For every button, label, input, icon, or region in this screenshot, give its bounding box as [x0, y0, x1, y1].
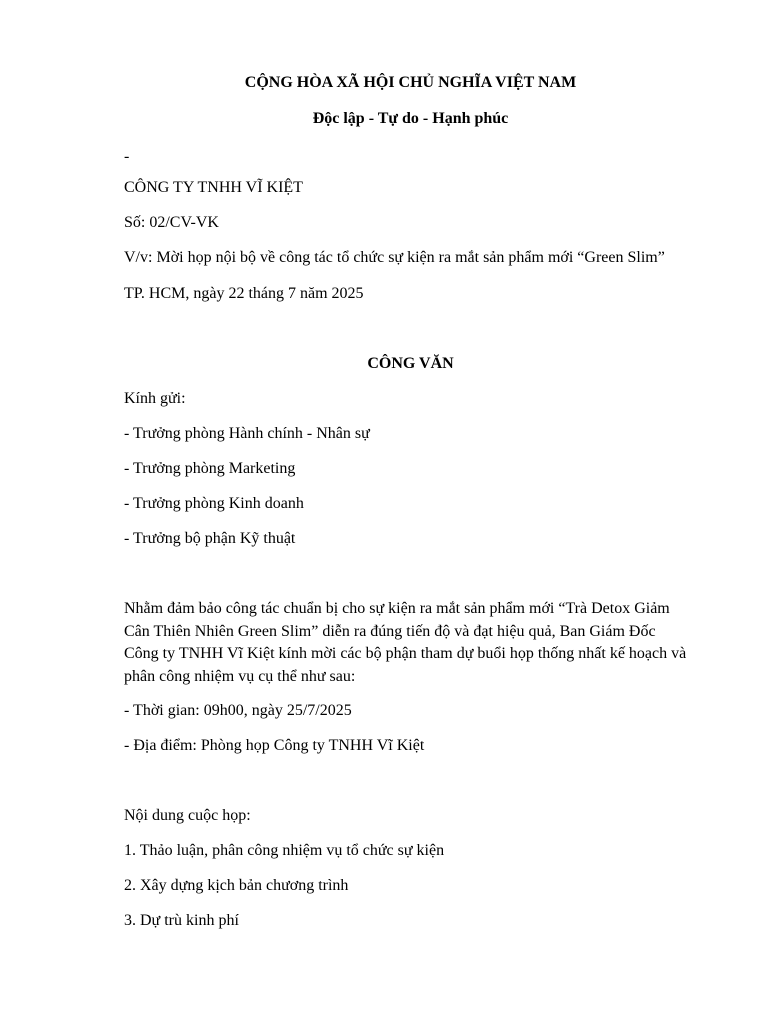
meeting-location: - Địa điểm: Phòng họp Công ty TNHH Vĩ Kiệt — [124, 737, 425, 754]
document-subject: V/v: Mời họp nội bộ về công tác tổ chức sự kiện ra mắt sản phẩm mới “Green Slim” — [124, 249, 665, 266]
motto: Độc lập - Tự do - Hạnh phúc — [312, 110, 509, 127]
agenda-item: 2. Xây dựng kịch bản chương trình — [124, 877, 349, 894]
agenda-label: Nội dung cuộc họp: — [124, 807, 251, 824]
national-title: CỘNG HÒA XÃ HỘI CHỦ NGHĨA VIỆT NAM — [244, 74, 577, 91]
document-number: Số: 02/CV-VK — [124, 214, 219, 231]
recipient-item: - Trưởng phòng Marketing — [124, 460, 296, 477]
meeting-time: - Thời gian: 09h00, ngày 25/7/2025 — [124, 702, 352, 719]
intro-paragraph: Nhằm đảm bảo công tác chuẩn bị cho sự kiện ra mắt sản phẩm mới “Trà Detox Giảm Cân Thiên Nhiên Green Slim” diễn ra đúng tiến độ và đạt hiệu quả, Ban Giám Đốc Công ty TNHH Vĩ Kiệt kính mời các bộ phận tham dự buổi họp thống nhất kế hoạch và phân công nhiệm vụ cụ thể như sau: — [124, 600, 687, 685]
recipient-item: - Trưởng phòng Hành chính - Nhân sự — [124, 425, 370, 442]
recipients-label: Kính gửi: — [124, 390, 186, 407]
agenda-item: 1. Thảo luận, phân công nhiệm vụ tổ chức sự kiện — [124, 842, 445, 859]
company-name: CÔNG TY TNHH VĨ KIỆT — [124, 179, 303, 196]
divider-dash: - — [124, 148, 130, 165]
recipient-item: - Trưởng phòng Kinh doanh — [124, 495, 304, 512]
agenda-item: 3. Dự trù kinh phí — [124, 912, 239, 929]
place-date: TP. HCM, ngày 22 tháng 7 năm 2025 — [124, 285, 364, 302]
recipient-item: - Trưởng bộ phận Kỹ thuật — [124, 530, 296, 547]
document-title: CÔNG VĂN — [367, 355, 454, 372]
